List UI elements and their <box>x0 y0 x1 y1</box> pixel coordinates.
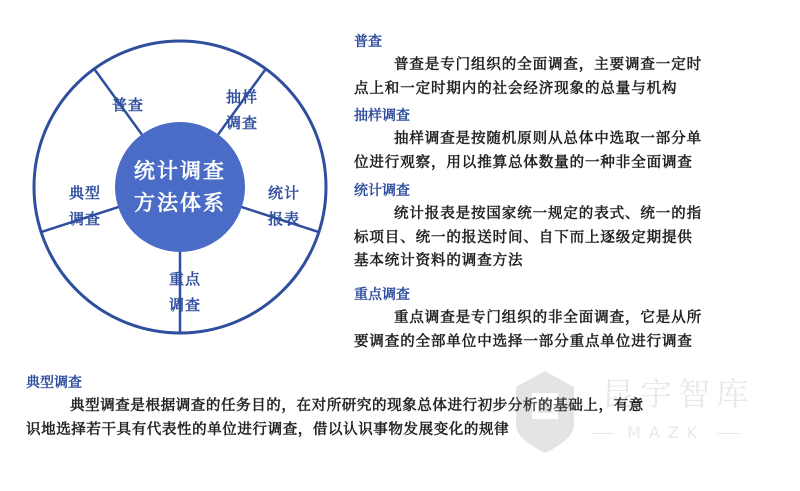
segment-tongji <box>256 180 312 232</box>
segment-dianxing-line-2: 调查 <box>68 210 101 228</box>
definition-title: 典型调查 <box>26 375 82 391</box>
definition-line: 标项目、统一的报送时间、自下而上逐级定期提供 <box>354 229 693 246</box>
segment-zhongdian-line-1: 重点 <box>168 270 201 288</box>
segment-tongji-line-2: 报表 <box>267 210 300 228</box>
definition-line: 重点调查是专门组织的非全面调查，它是从所 <box>394 310 702 326</box>
definition-line: 统计报表是按国家统一规定的表式、统一的指 <box>394 206 702 222</box>
definition-line: 典型调查是根据调查的任务目的，在对所研究的现象总体进行初步分析的基础上，有意 <box>70 398 644 414</box>
segment-zhongdian-line-2: 调查 <box>168 296 201 314</box>
segment-dianxing <box>57 180 113 232</box>
watermark-rule-left <box>592 433 614 434</box>
segment-chouyang-line-1: 抽样 <box>225 88 258 106</box>
definition-pucha <box>354 31 784 101</box>
segment-zhongdian <box>157 266 213 318</box>
definition-chouyang <box>354 105 784 175</box>
definition-title: 统计调查 <box>354 183 410 199</box>
segment-pucha <box>100 92 156 118</box>
watermark <box>512 363 782 473</box>
watermark-logo-icon <box>512 369 578 455</box>
center-line-1: 统计调查 <box>134 159 226 183</box>
definition-zhongdian <box>354 284 784 354</box>
watermark-brand-row <box>592 423 740 442</box>
watermark-name: 昆宇智库 <box>602 375 755 413</box>
definition-line: 位进行观察，用以推算总体数量的一种非全面调查 <box>354 154 693 171</box>
segment-dianxing-line-1: 典型 <box>68 184 101 202</box>
definition-line: 要调查的全部单位中选择一部分重点单位进行调查 <box>354 333 693 350</box>
definition-line: 点上和一定时期内的社会经济现象的总量与机构 <box>354 80 678 97</box>
definition-tongji <box>354 180 784 274</box>
watermark-brand: MAZK <box>627 423 706 442</box>
definition-line: 抽样调查是按随机原则从总体中选取一部分单 <box>394 131 702 147</box>
definition-title: 抽样调查 <box>354 108 410 124</box>
center-line-2: 方法体系 <box>134 191 226 215</box>
definition-title: 普查 <box>354 34 382 50</box>
segment-chouyang-line-2: 调查 <box>225 114 258 132</box>
definition-line: 普查是专门组织的全面调查，主要调查一定时 <box>394 57 702 73</box>
segment-chouyang <box>214 84 270 136</box>
segment-tongji-line-1: 统计 <box>267 184 300 202</box>
definition-line: 识地选择若干具有代表性的单位进行调查，借以认识事物发展变化的规律 <box>26 421 510 438</box>
segment-pucha-label: 普查 <box>111 96 144 114</box>
watermark-rule-right <box>718 433 740 434</box>
center-label <box>125 155 235 219</box>
definition-line: 基本统计资料的调查方法 <box>354 253 524 269</box>
definition-title: 重点调查 <box>354 287 410 303</box>
